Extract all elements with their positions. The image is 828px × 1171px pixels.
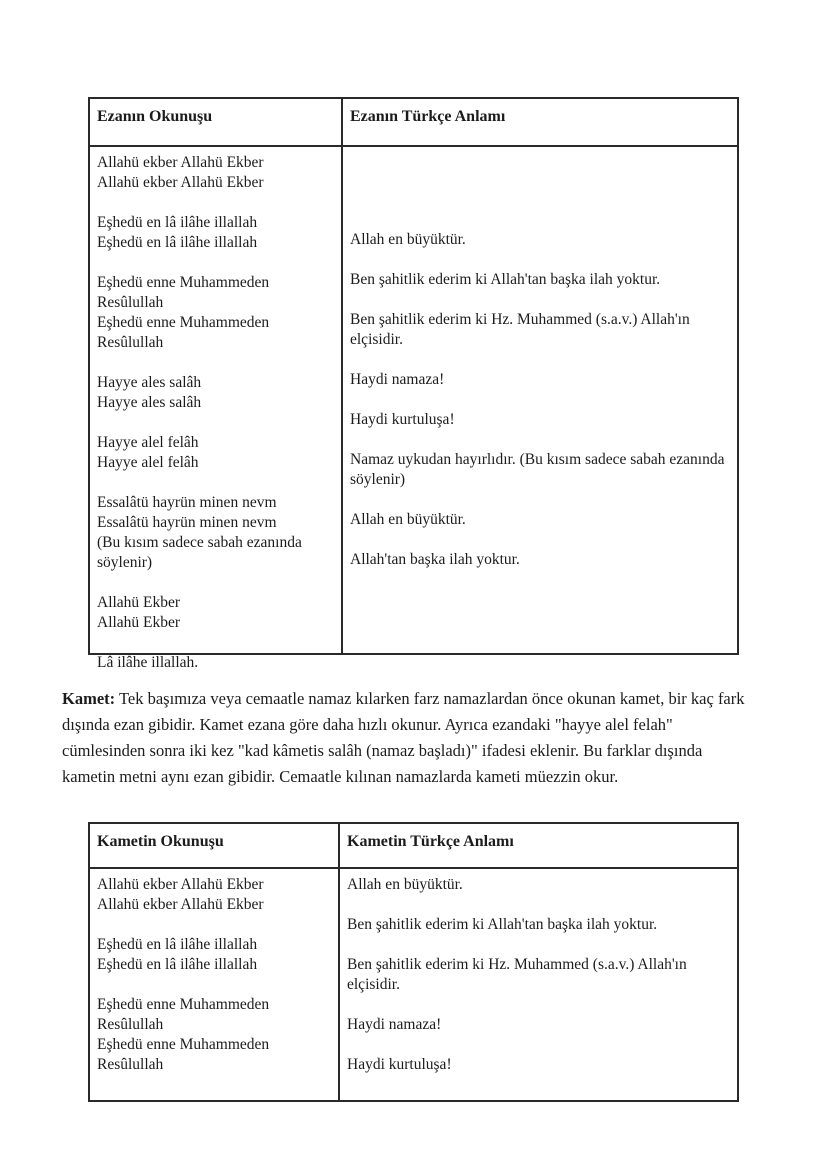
kamet-table [88, 822, 739, 1102]
kamet-readings-header: Kametin Okunuşu [90, 824, 340, 867]
text-group [97, 433, 335, 473]
ezan-table [88, 97, 739, 671]
text-line: Lâ ilâhe illallah. [97, 654, 199, 671]
ezan-readings-cell [90, 147, 343, 671]
text-line: Haydi namaza! [347, 1016, 442, 1033]
text-line: Eşhedü en lâ ilâhe illallah [97, 234, 258, 251]
text-group [97, 493, 335, 573]
text-line: Hayye ales salâh [97, 394, 202, 411]
text-line: Allah en büyüktür. [350, 511, 466, 528]
text-line: Eşhedü en lâ ilâhe illallah [97, 214, 258, 231]
text-line: Allahü ekber Allahü Ekber [97, 876, 264, 893]
text-line: Eşhedü en lâ ilâhe illallah [97, 956, 258, 973]
text-line: Allahü ekber Allahü Ekber [97, 896, 264, 913]
text-group [97, 653, 335, 673]
ezan-table-header-row [90, 99, 737, 147]
text-line: Allah'tan başka ilah yoktur. [350, 551, 520, 568]
text-line: Allahü ekber Allahü Ekber [97, 154, 264, 171]
text-line: Resûlullah [97, 1016, 164, 1033]
text-group [350, 450, 731, 490]
text-line: Allahü ekber Allahü Ekber [97, 174, 264, 191]
ezan-meanings-cell [343, 147, 737, 653]
text-line: (Bu kısım sadece sabah ezanında söylenir) [97, 534, 302, 571]
text-line: Essalâtü hayrün minen nevm [97, 494, 277, 511]
text-group [347, 875, 731, 895]
ezan-table-body-row [90, 147, 737, 671]
text-line: Hayye alel felâh [97, 434, 199, 451]
kamet-paragraph-label: Kamet: [62, 689, 116, 708]
kamet-meanings-cell [340, 869, 737, 1100]
text-group [97, 273, 335, 353]
text-line: Allah en büyüktür. [350, 231, 466, 248]
kamet-paragraph [62, 686, 752, 790]
text-group [97, 875, 332, 915]
text-group [350, 510, 731, 530]
text-group [347, 1015, 731, 1035]
kamet-readings-cell [90, 869, 340, 1100]
text-line: Ben şahitlik ederim ki Allah'tan başka ilah yoktur. [350, 271, 661, 288]
ezan-meanings-header: Ezanın Türkçe Anlamı [350, 108, 506, 125]
kamet-table-header-row [90, 824, 737, 869]
text-group [347, 1055, 731, 1075]
kamet-meanings-header: Kametin Türkçe Anlamı [347, 833, 514, 850]
text-line: Namaz uykudan hayırlıdır. (Bu kısım sadece sabah ezanında söylenir) [350, 451, 725, 488]
text-line: Allah en büyüktür. [347, 876, 463, 893]
text-group [350, 270, 731, 290]
text-line: Eşhedü enne Muhammeden Resûlullah [97, 274, 270, 311]
text-line: Eşhedü enne Muhammeden Resûlullah [97, 314, 270, 351]
text-group [350, 410, 731, 430]
text-line: Essalâtü hayrün minen nevm [97, 514, 277, 531]
kamet-table-body-row [90, 869, 737, 1100]
text-line: Hayye alel felâh [97, 454, 199, 471]
text-group [97, 995, 332, 1075]
text-group [350, 230, 731, 250]
text-line: Resûlullah [97, 1056, 164, 1073]
text-line: Haydi kurtuluşa! [347, 1056, 452, 1073]
text-line: Ben şahitlik ederim ki Hz. Muhammed (s.a.v.) Allah'ın elçisidir. [350, 311, 690, 348]
text-group [97, 935, 332, 975]
text-line: Haydi kurtuluşa! [350, 411, 455, 428]
text-group [350, 310, 731, 350]
text-line: Haydi namaza! [350, 371, 445, 388]
text-line: Allahü Ekber [97, 614, 181, 631]
text-line: Ben şahitlik ederim ki Allah'tan başka ilah yoktur. [347, 916, 658, 933]
text-group [350, 550, 731, 570]
text-line: Ben şahitlik ederim ki Hz. Muhammed (s.a.v.) Allah'ın elçisidir. [347, 956, 687, 993]
text-group [350, 370, 731, 390]
kamet-paragraph-text: Tek başımıza veya cemaatle namaz kılarken farz namazlardan önce okunan kamet, bir kaç fark dışında ezan gibidir. Kamet ezana göre daha hızlı okunur. Ayrıca ezandaki "hayye alel felah" cümlesinden sonra iki kez "kad kâmetis salâh (namaz başladı)" ifadesi eklenir. Bu farklar dışında kametin metni aynı ezan gibidir. Cemaatle kılınan namazlarda kameti müezzin okur. [62, 689, 745, 786]
text-line: Eşhedü en lâ ilâhe illallah [97, 936, 258, 953]
text-group [347, 955, 731, 995]
text-line: Allahü Ekber [97, 594, 181, 611]
text-line: Eşhedü enne Muhammeden [97, 996, 270, 1013]
text-group [97, 153, 335, 193]
text-group [347, 915, 731, 935]
text-line: Hayye ales salâh [97, 374, 202, 391]
text-group [97, 593, 335, 633]
text-line: Eşhedü enne Muhammeden [97, 1036, 270, 1053]
ezan-readings-header: Ezanın Okunuşu [90, 99, 343, 145]
text-group [97, 373, 335, 413]
text-group [97, 213, 335, 253]
